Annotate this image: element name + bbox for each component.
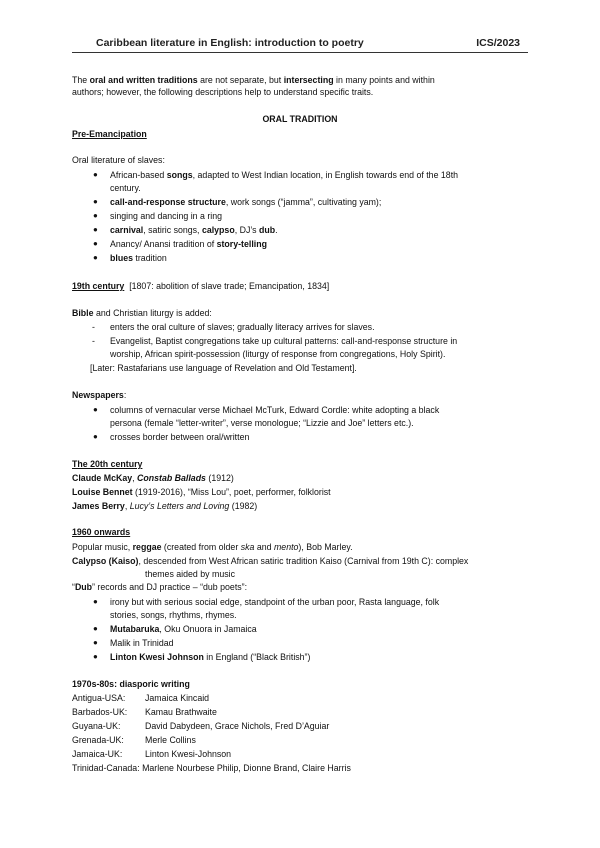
list-item: Mutabaruka, Oku Onuora in Jamaica	[110, 624, 257, 634]
diaspora-authors: David Dabydeen, Grace Nichols, Fred D’Aguiar	[145, 721, 330, 731]
author-line: Louise Bennet (1919-2016), “Miss Lou”, poet, performer, folklorist	[72, 487, 331, 497]
bullet-icon: ●	[93, 624, 98, 633]
list-item-continuation: persona (female “letter-writer”, verse monologue; “Lizzie and Joe” letters etc.).	[110, 418, 414, 428]
list-item: enters the oral culture of slaves; gradually literacy arrives for slaves.	[110, 322, 375, 332]
diaspora-authors: Jamaica Kincaid	[145, 693, 210, 703]
diaspora-place: Grenada-UK:	[72, 735, 124, 745]
diaspora-place: Barbados-UK:	[72, 707, 128, 717]
list-item: carnival, satiric songs, calypso, DJ’s dub.	[110, 225, 278, 235]
diaspora-place: Jamaica-UK:	[72, 749, 123, 759]
list-item: Malik in Trinidad	[110, 638, 174, 648]
list-item: Anancy/ Anansi tradition of story-telling	[110, 239, 267, 249]
dash-icon: -	[92, 322, 95, 332]
intro-line-2: authors; however, the following descriptions help to understand specific traits.	[72, 87, 374, 97]
popular-music-line: Popular music, reggae (created from older ska and mento), Bob Marley.	[72, 542, 353, 552]
list-item: Linton Kwesi Johnson in England (“Black British”)	[110, 652, 311, 662]
list-item: irony but with serious social edge, standpoint of the urban poor, Rasta language, folk	[110, 597, 440, 607]
author-line: James Berry, Lucy’s Letters and Loving (1982)	[72, 501, 258, 511]
20th-century-heading: The 20th century	[72, 459, 143, 469]
oral-tradition-heading: ORAL TRADITION	[262, 114, 338, 124]
calypso-line-continuation: themes aided by music	[145, 569, 235, 579]
list-item-continuation: century.	[110, 183, 141, 193]
dash-icon: -	[92, 336, 95, 346]
bullet-icon: ●	[93, 239, 98, 248]
intro-line-1: The oral and written traditions are not separate, but intersecting in many points and within	[72, 75, 435, 85]
list-item: Evangelist, Baptist congregations take up cultural patterns: call-and-response structure in	[110, 336, 458, 346]
bullet-icon: ●	[93, 253, 98, 262]
later-note: [Later: Rastafarians use language of Revelation and Old Testament].	[90, 363, 357, 373]
list-item: singing and dancing in a ring	[110, 211, 222, 221]
bullet-icon: ●	[93, 170, 98, 179]
bullet-icon: ●	[93, 211, 98, 220]
oral-literature-label: Oral literature of slaves:	[72, 155, 165, 165]
diaspora-authors: Kamau Brathwaite	[145, 707, 217, 717]
bullet-icon: ●	[93, 638, 98, 647]
19th-century-heading: 19th century [1807: abolition of slave trade; Emancipation, 1834]	[72, 281, 330, 291]
list-item: blues tradition	[110, 253, 167, 263]
bullet-icon: ●	[93, 652, 98, 661]
header-title: Caribbean literature in English: introduction to poetry	[96, 37, 364, 49]
diaspora-authors: Linton Kwesi-Johnson	[145, 749, 232, 759]
list-item-continuation: worship, African spirit-possession (liturgy of response from congregations, Holy Spirit).	[110, 349, 446, 359]
bullet-icon: ●	[93, 432, 98, 441]
bullet-icon: ●	[93, 225, 98, 234]
pre-emancipation-heading: Pre-Emancipation	[72, 129, 147, 139]
diasporic-writing-heading: 1970s-80s: diasporic writing	[72, 679, 190, 689]
list-item: crosses border between oral/written	[110, 432, 250, 442]
bullet-icon: ●	[93, 597, 98, 606]
diaspora-authors: Merle Collins	[145, 735, 196, 745]
list-item: African-based songs, adapted to West Indian location, in English towards end of the 18th	[110, 170, 459, 180]
list-item: columns of vernacular verse Michael McTurk, Edward Cordle: white adopting a black	[110, 405, 440, 415]
diaspora-place: Antigua-USA:	[72, 693, 126, 703]
bullet-icon: ●	[93, 197, 98, 206]
bullet-icon: ●	[93, 405, 98, 414]
newspapers-line: Newspapers:	[72, 390, 127, 400]
author-line: Claude McKay, Constab Ballads (1912)	[72, 473, 234, 483]
list-item: call-and-response structure, work songs (“jamma”, cultivating yam);	[110, 197, 382, 207]
diaspora-last-line: Trinidad-Canada: Marlene Nourbese Philip, Dionne Brand, Claire Harris	[72, 763, 351, 773]
header-course-code: ICS/2023	[476, 37, 520, 49]
bible-line: Bible and Christian liturgy is added:	[72, 308, 212, 318]
dub-line: “Dub” records and DJ practice – “dub poets”:	[72, 582, 248, 592]
1960-onwards-heading: 1960 onwards	[72, 527, 131, 537]
diaspora-place: Guyana-UK:	[72, 721, 121, 731]
calypso-line: Calypso (Kaiso), descended from West African satiric tradition Kaiso (Carnival from 19th C): complex	[72, 556, 469, 566]
page-header	[72, 36, 528, 53]
list-item-continuation: stories, songs, rhythms, rhymes.	[110, 610, 237, 620]
